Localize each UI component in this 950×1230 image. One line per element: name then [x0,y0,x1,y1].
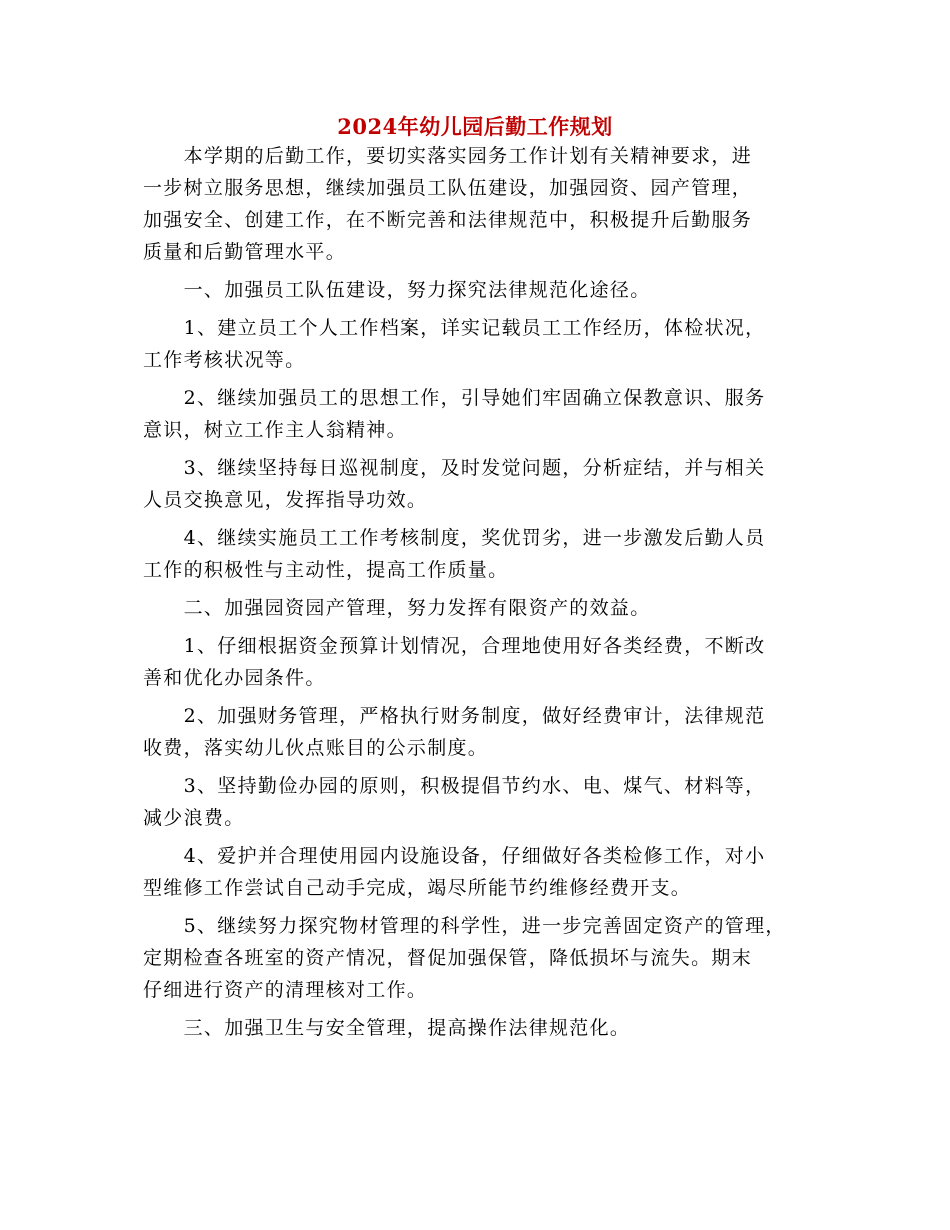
paragraph-line: 4、继续实施员工工作考核制度，奖优罚劣，进一步激发后勤人员 [143,527,766,549]
paragraph-line: 1、建立员工个人工作档案，详实记载员工工作经历，体检状况， [143,317,766,339]
paragraph-line: 2、加强财务管理，严格执行财务制度，做好经费审计，法律规范 [143,705,766,727]
document-body [143,140,823,1044]
paragraph-line: 善和优化办园条件。 [143,667,326,689]
paragraph-line: 3、继续坚持每日巡视制度，及时发觉问题，分析症结，并与相关 [143,457,766,479]
paragraph-line: 人员交换意见，发挥指导功效。 [143,489,428,511]
paragraph-line: 4、爱护并合理使用园内设施设备，仔细做好各类检修工作，对小 [143,845,766,867]
paragraph-line: 质量和后勤管理水平。 [143,241,347,263]
paragraph-line: 意识，树立工作主人翁精神。 [143,419,407,441]
paragraph-line: 3、坚持勤俭办园的原则，积极提倡节约水、电、煤气、材料等， [143,775,766,797]
paragraph-line: 1、仔细根据资金预算计划情况，合理地使用好各类经费，不断改 [143,635,766,657]
section-heading: 二、加强园资园产管理，努力发挥有限资产的效益。 [143,597,651,619]
paragraph-line: 减少浪费。 [143,807,245,829]
section-heading: 三、加强卫生与安全管理，提高操作法律规范化。 [143,1017,631,1039]
document-title: 2024年幼儿园后勤工作规划 [337,114,613,139]
paragraph-line: 工作考核状况等。 [143,349,306,371]
paragraph-line: 一步树立服务思想，继续加强员工队伍建设，加强园资、园产管理， [143,177,753,199]
paragraph-line: 2、继续加强员工的思想工作，引导她们牢固确立保教意识、服务 [143,387,766,409]
paragraph-line: 定期检查各班室的资产情况，督促加强保管，降低损坏与流失。期末 [143,947,753,969]
paragraph-line: 工作的积极性与主动性，提高工作质量。 [143,559,509,581]
paragraph-line: 仔细进行资产的清理核对工作。 [143,979,428,1001]
paragraph-line: 加强安全、创建工作，在不断完善和法律规范中，积极提升后勤服务 [143,209,753,231]
paragraph-line: 型维修工作尝试自己动手完成，竭尽所能节约维修经费开支。 [143,877,692,899]
section-heading: 一、加强员工队伍建设，努力探究法律规范化途径。 [143,279,651,301]
paragraph-line: 本学期的后勤工作，要切实落实园务工作计划有关精神要求，进 [143,145,753,167]
paragraph-line: 5、继续努力探究物材管理的科学性，进一步完善固定资产的管理， [143,915,786,937]
paragraph-line: 收费，落实幼儿伙点账目的公示制度。 [143,737,489,759]
